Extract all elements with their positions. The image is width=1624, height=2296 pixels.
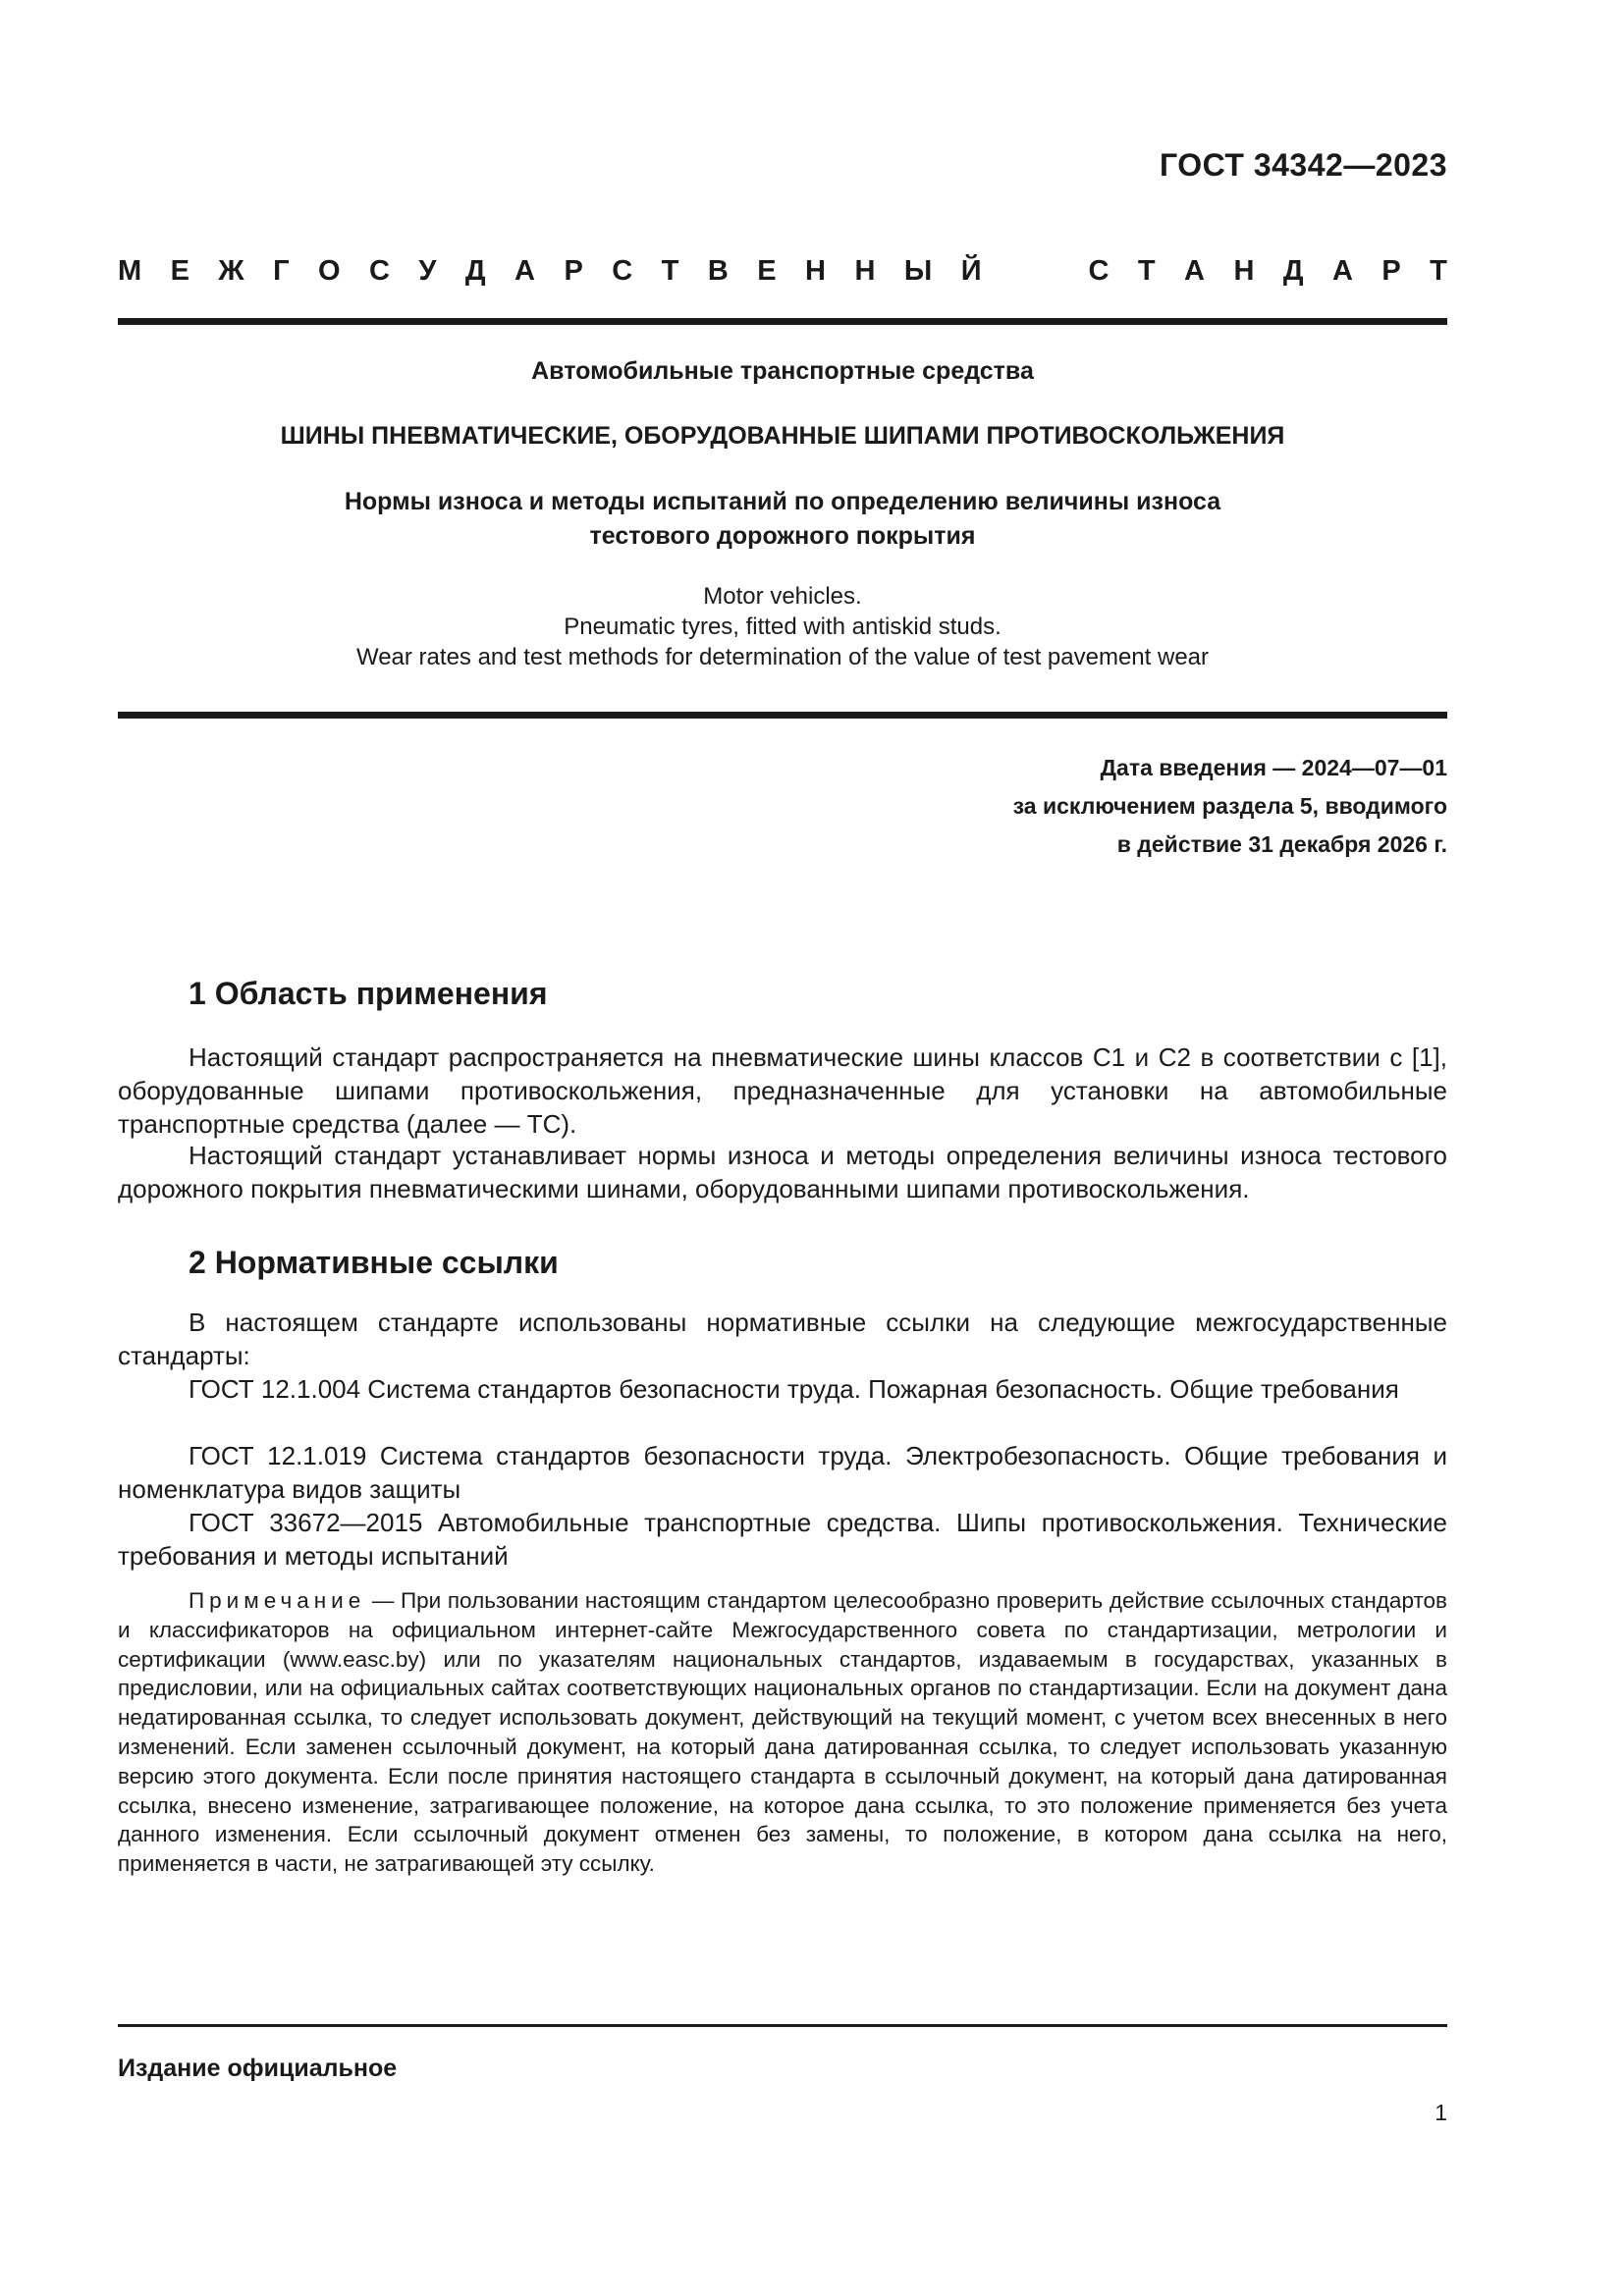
banner-letter: Е [757, 255, 777, 287]
banner-letter: Д [464, 255, 486, 287]
section-2-note [118, 1586, 1447, 1879]
sub-title-line-1: Нормы износа и методы испытаний по определению величины износа [344, 488, 1221, 515]
banner-letter: А [514, 255, 535, 287]
document-main-title: ШИНЫ ПНЕВМАТИЧЕСКИЕ, ОБОРУДОВАННЫЕ ШИПАМИ ПРОТИВОСКОЛЬЖЕНИЯ [280, 422, 1285, 450]
section-1-paragraph-2: Настоящий стандарт устанавливает нормы износа и методы определения величины износа тестового дорожного покрытия пневматическими шинами, оборудованными шипами противоскольжения. [118, 1141, 1447, 1203]
banner-letter: Ы [903, 255, 933, 287]
banner-letter: Т [1137, 255, 1156, 287]
reference-gost-12-1-019: ГОСТ 12.1.019 Система стандартов безопасности труда. Электробезопасность. Общие требования и номенклатура видов защиты [118, 1441, 1447, 1504]
banner-letter: С [369, 255, 390, 287]
banner-letter: С [1088, 255, 1110, 287]
banner-letter: Н [1233, 255, 1255, 287]
official-edition-label: Издание официальное [118, 2055, 398, 2082]
banner-letter: Т [661, 255, 679, 287]
document-number: ГОСТ 34342—2023 [1159, 147, 1447, 183]
english-title [118, 581, 1447, 672]
banner-letter: О [318, 255, 341, 287]
introduction-date-line-2: за исключением раздела 5, вводимого [1012, 793, 1447, 819]
title-divider [118, 712, 1447, 719]
reference-gost-33672: ГОСТ 33672—2015 Автомобильные транспортные средства. Шипы противоскольжения. Технические требования и методы испытаний [118, 1508, 1447, 1571]
banner-letter: Р [1381, 255, 1401, 287]
section-2-heading: 2 Нормативные ссылки [189, 1245, 559, 1280]
banner-letter: Г [273, 255, 290, 287]
note-text: — При пользовании настоящим стандартом целесообразно проверить действие ссылочных стандартов и классификаторов на официальном интернет-сайте Межгосударственного совета по стандартизации, метрологии и сертификации (www.easc.by) или по указателям национальных стандартов, издаваемым в государствах, указанных в предисловии, или на официальных сайтах соответствующих национальных органов по стандартизации. Если на документ дана недатированная ссылка, то следует использовать документ, действующий на текущий момент, с учетом всех внесенных в него изменений. Если заменен ссылочный документ, на который дана датированная ссылка, то следует использовать указанную версию этого документа. Если после принятия настоящего стандарта в ссылочный документ, на который дана датированная ссылка, внесено изменение, затрагивающее положение, на которое дана ссылка, то это положение применяется без учета данного изменения. Если ссылочный документ отменен без замены, то положение, в котором дана ссылка на него, применяется в части, не затрагивающей эту ссылку. [118, 1588, 1447, 1877]
english-title-line-2: Pneumatic tyres, fitted with antiskid studs. [564, 614, 1001, 640]
english-title-line-3: Wear rates and test methods for determination of the value of test pavement wear [355, 644, 1210, 670]
banner-letter: Е [170, 255, 189, 287]
section-1-paragraph-1: Настоящий стандарт распространяется на пневматические шины классов С1 и С2 в соответствии с [1], оборудованные шипами противоскольжения, предназначенные для установки на автомобильные транспортные средства (далее — ТС). [118, 1042, 1447, 1139]
banner-letter: Н [854, 255, 876, 287]
page-number: 1 [1435, 2100, 1447, 2125]
sub-title-line-2: тестового дорожного покрытия [589, 522, 976, 550]
reference-gost-12-1-004: ГОСТ 12.1.004 Система стандартов безопасности труда. Пожарная безопасность. Общие требования [189, 1374, 1399, 1404]
introduction-date-line-1: Дата введения — 2024—07—01 [1100, 755, 1447, 780]
banner-letter: Т [1430, 255, 1447, 287]
banner-letter: Ж [218, 255, 244, 287]
introduction-date [1013, 749, 1447, 864]
document-sub-title [118, 485, 1447, 554]
english-title-line-1: Motor vehicles. [703, 583, 862, 610]
banner-letter: А [1331, 255, 1353, 287]
document-subject: Автомобильные транспортные средства [531, 357, 1034, 385]
document-page [118, 0, 1447, 2296]
note-label: Примечание [189, 1588, 366, 1613]
introduction-date-line-3: в действие 31 декабря 2026 г. [1116, 831, 1447, 857]
banner-letter: С [612, 255, 633, 287]
banner-letter: Р [564, 255, 583, 287]
top-divider [118, 318, 1447, 325]
banner-letter: В [707, 255, 729, 287]
banner-letter: М [118, 255, 142, 287]
section-1-heading: 1 Область применения [189, 976, 548, 1011]
standard-type-banner [118, 253, 1447, 289]
footer-divider [118, 2024, 1447, 2027]
banner-letter: Д [1282, 255, 1304, 287]
banner-letter: У [418, 255, 437, 287]
banner-letter: Й [960, 255, 982, 287]
section-2-paragraph-1: В настоящем стандарте использованы нормативные ссылки на следующие межгосударственные стандарты: [118, 1308, 1447, 1370]
banner-letter: Н [805, 255, 826, 287]
banner-letter: А [1184, 255, 1205, 287]
banner-word-gap [1010, 253, 1059, 289]
